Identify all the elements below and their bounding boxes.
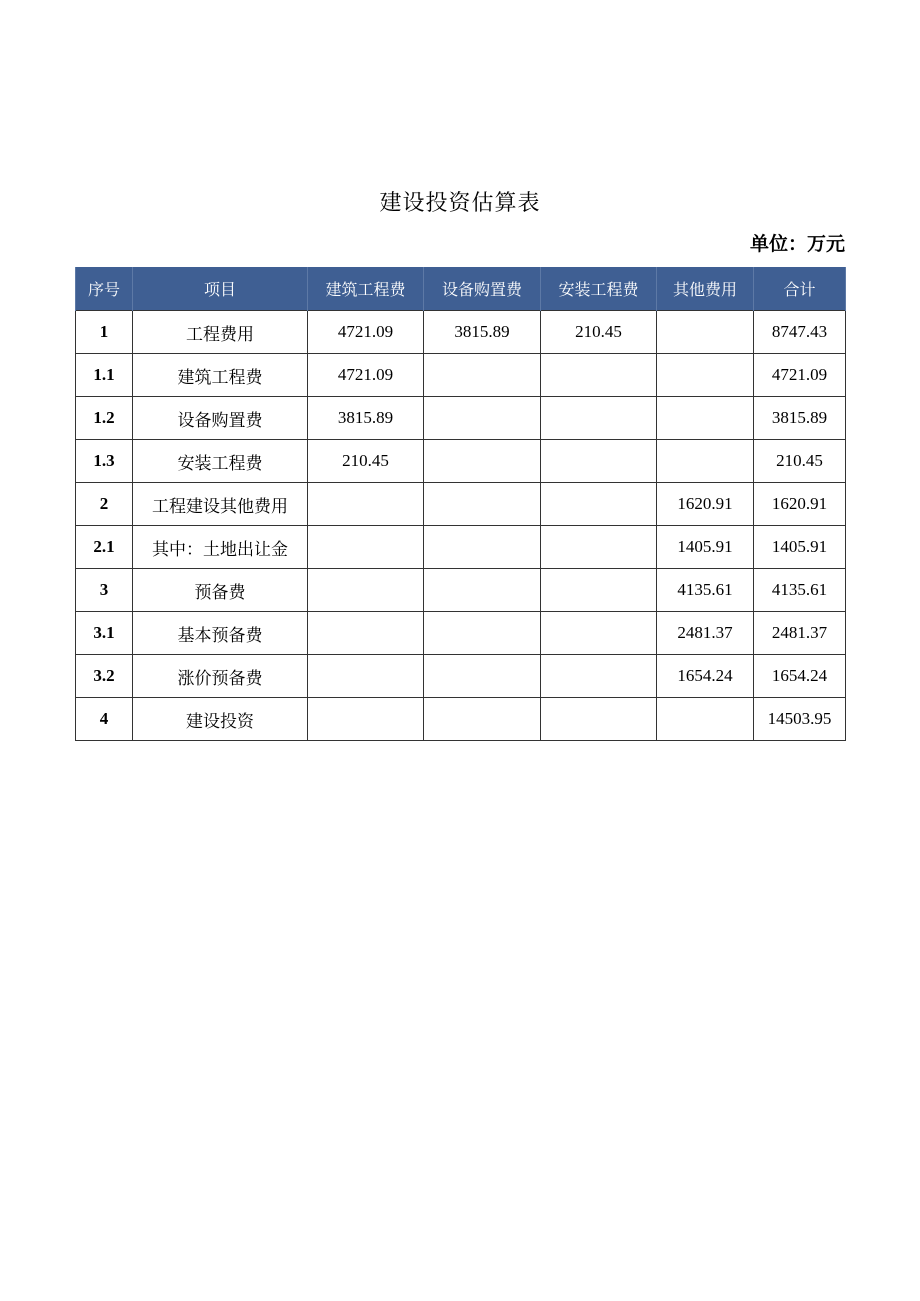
row-item: 其中：土地出让金 (133, 526, 308, 569)
row-building (308, 698, 424, 741)
row-building: 4721.09 (308, 354, 424, 397)
column-header-total: 合计 (754, 267, 846, 311)
table-row (76, 526, 846, 569)
row-building (308, 526, 424, 569)
row-index: 3 (76, 569, 133, 612)
row-equipment (424, 526, 541, 569)
table-row (76, 354, 846, 397)
row-item: 建设投资 (133, 698, 308, 741)
row-index: 3.1 (76, 612, 133, 655)
row-other (657, 698, 754, 741)
row-equipment (424, 569, 541, 612)
page-title: 建设投资估算表 (379, 191, 541, 216)
table-row (76, 440, 846, 483)
row-index: 1.2 (76, 397, 133, 440)
row-install (541, 526, 657, 569)
table-row (76, 483, 846, 526)
row-install (541, 397, 657, 440)
row-other (657, 397, 754, 440)
table-row (76, 698, 846, 741)
row-item: 工程费用 (133, 311, 308, 354)
row-equipment: 3815.89 (424, 311, 541, 354)
row-building (308, 569, 424, 612)
row-install (541, 483, 657, 526)
row-item: 涨价预备费 (133, 655, 308, 698)
row-install (541, 698, 657, 741)
row-index: 2.1 (76, 526, 133, 569)
row-other: 4135.61 (657, 569, 754, 612)
table-row (76, 655, 846, 698)
row-other: 2481.37 (657, 612, 754, 655)
row-equipment (424, 612, 541, 655)
row-install (541, 354, 657, 397)
row-total: 210.45 (754, 440, 846, 483)
row-total: 1405.91 (754, 526, 846, 569)
row-item: 安装工程费 (133, 440, 308, 483)
row-other: 1620.91 (657, 483, 754, 526)
row-total: 1620.91 (754, 483, 846, 526)
row-total: 14503.95 (754, 698, 846, 741)
row-index: 4 (76, 698, 133, 741)
row-item: 设备购置费 (133, 397, 308, 440)
row-index: 2 (76, 483, 133, 526)
row-total: 3815.89 (754, 397, 846, 440)
unit-label: 单位：万元 (749, 233, 845, 255)
table-row (76, 397, 846, 440)
row-equipment (424, 655, 541, 698)
row-total: 1654.24 (754, 655, 846, 698)
table-row (76, 569, 846, 612)
row-index: 1.1 (76, 354, 133, 397)
row-building (308, 655, 424, 698)
row-building: 3815.89 (308, 397, 424, 440)
column-header-install: 安装工程费 (541, 267, 657, 311)
row-index: 1 (76, 311, 133, 354)
row-total: 2481.37 (754, 612, 846, 655)
row-building: 210.45 (308, 440, 424, 483)
row-equipment (424, 397, 541, 440)
row-item: 基本预备费 (133, 612, 308, 655)
table-row (76, 311, 846, 354)
row-building (308, 483, 424, 526)
row-other (657, 440, 754, 483)
column-header-index: 序号 (76, 267, 133, 311)
row-index: 3.2 (76, 655, 133, 698)
row-equipment (424, 354, 541, 397)
column-header-other: 其他费用 (657, 267, 754, 311)
row-equipment (424, 698, 541, 741)
row-other: 1405.91 (657, 526, 754, 569)
row-install (541, 612, 657, 655)
row-install: 210.45 (541, 311, 657, 354)
row-building (308, 612, 424, 655)
column-header-equipment: 设备购置费 (424, 267, 541, 311)
table-row (76, 612, 846, 655)
row-total: 4135.61 (754, 569, 846, 612)
row-item: 预备费 (133, 569, 308, 612)
column-header-building: 建筑工程费 (308, 267, 424, 311)
column-header-item: 项目 (133, 267, 308, 311)
row-item: 建筑工程费 (133, 354, 308, 397)
row-equipment (424, 440, 541, 483)
row-item: 工程建设其他费用 (133, 483, 308, 526)
table-header-row (76, 267, 846, 311)
row-total: 4721.09 (754, 354, 846, 397)
row-install (541, 655, 657, 698)
row-install (541, 440, 657, 483)
investment-table (75, 267, 846, 741)
row-install (541, 569, 657, 612)
row-other (657, 354, 754, 397)
row-building: 4721.09 (308, 311, 424, 354)
row-other: 1654.24 (657, 655, 754, 698)
row-other (657, 311, 754, 354)
row-index: 1.3 (76, 440, 133, 483)
row-equipment (424, 483, 541, 526)
row-total: 8747.43 (754, 311, 846, 354)
